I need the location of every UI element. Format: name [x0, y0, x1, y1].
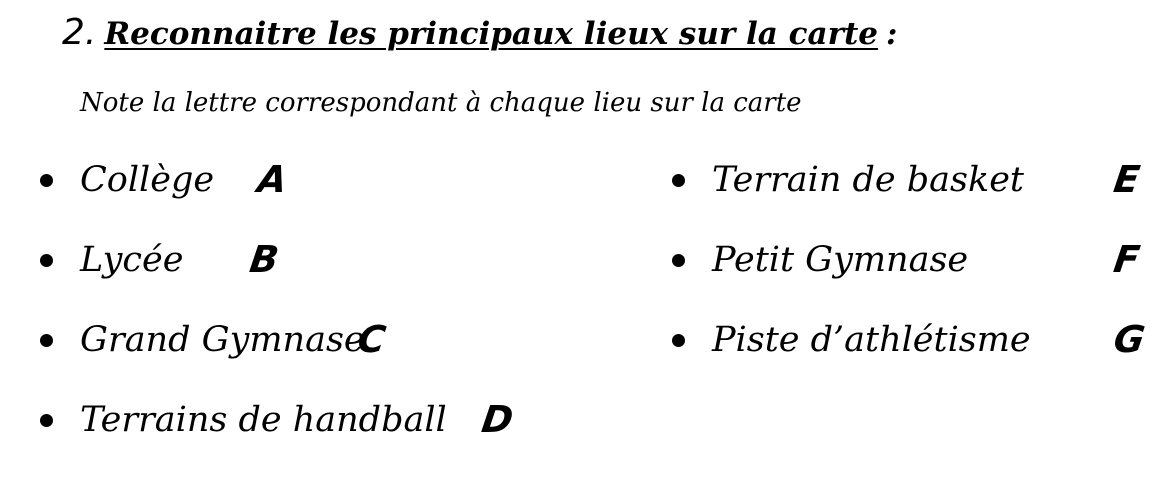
bullet-icon: [40, 254, 53, 267]
place-letter: G: [1111, 318, 1148, 361]
section-colon: :: [886, 16, 898, 52]
place-label: Lycée: [80, 240, 184, 280]
section-title: Reconnaitre les principaux lieux sur la carte: [104, 16, 878, 52]
bullet-icon: [40, 414, 53, 427]
bullet-icon: [672, 254, 685, 267]
bullet-icon: [40, 174, 53, 187]
bullet-icon: [40, 334, 53, 347]
place-letter: D: [479, 398, 516, 441]
place-letter: B: [247, 238, 282, 281]
place-label: Collège: [80, 160, 215, 200]
bullet-icon: [672, 174, 685, 187]
section-number: 2.: [62, 12, 97, 53]
place-letter: E: [1111, 158, 1143, 201]
place-label: Terrain de basket: [712, 160, 1024, 200]
place-label: Piste d’athlétisme: [712, 320, 1031, 360]
place-letter: A: [255, 158, 290, 201]
place-label: Terrains de handball: [80, 400, 447, 440]
place-label: Petit Gymnase: [712, 240, 969, 280]
place-letter: C: [355, 318, 389, 361]
bullet-icon: [672, 334, 685, 347]
section-heading: [62, 12, 897, 53]
instruction-text: Note la lettre correspondant à chaque lieu sur la carte: [80, 88, 802, 118]
place-letter: F: [1111, 238, 1143, 281]
place-label: Grand Gymnase: [80, 320, 365, 360]
